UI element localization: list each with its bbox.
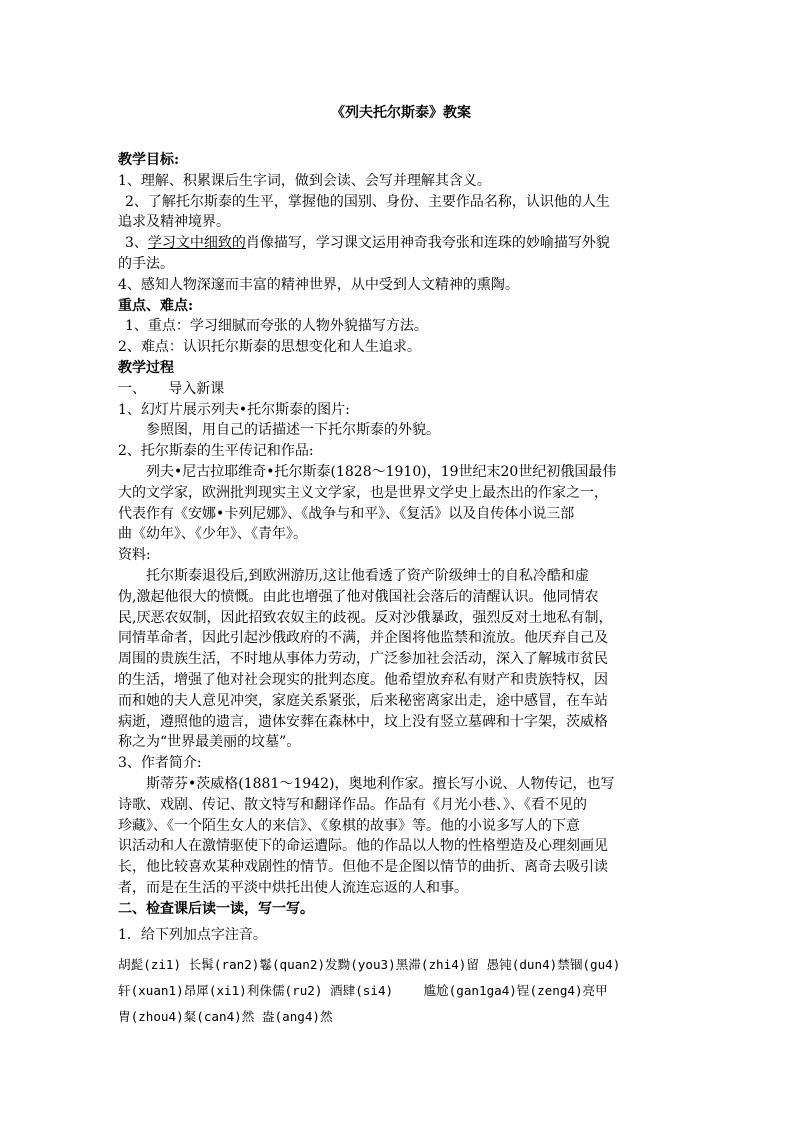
objective-item-1: 1、理解、积累课后生字词，做到会读、会写并理解其含义。 [118, 172, 491, 189]
material-label: 资料: [118, 547, 151, 564]
section-1-heading: 一、 导入新课 [118, 380, 225, 397]
process-heading: 教学过程 [118, 359, 174, 376]
objective-item-4: 4、感知人物深邃而丰富的精神世界，从中受到人文精神的熏陶。 [118, 276, 519, 293]
section-2-heading: 二、检查课后读一读，写一写。 [118, 900, 314, 917]
pinyin-line: 胄(zhou4)粲(can4)然 盎(ang4)然 [118, 1009, 333, 1025]
material-line: 伪,激起他很大的愤慨。由此也增强了他对俄国社会落后的清醒认识。他同情农 [118, 588, 599, 605]
step-1: 1、幻灯片展示列夫•托尔斯泰的图片: [118, 401, 350, 418]
material-line: 同情革命者，因此引起沙俄政府的不满，并企图将他监禁和流放。他厌弃自己及 [118, 630, 608, 647]
material-line: 称之为“世界最美丽的坟墓”。 [118, 734, 301, 751]
objective-item-3-cont: 的手法。 [118, 255, 174, 272]
step-2: 2、托尔斯泰的生平传记和作品: [118, 443, 314, 460]
step-1-detail: 参照图，用自己的话描述一下托尔斯泰的外貌。 [146, 422, 440, 439]
objective-item-3-rest: 肖像描写，学习课文运用神奇我夸张和连珠的妙喻描写外貌 [245, 235, 610, 252]
author-line: 识活动和人在激情驱使下的命运遭际。他的作品以人物的性格塑造及心理刻画见 [118, 838, 608, 855]
author-line: 长，他比较喜欢某种戏剧性的情节。但他不是企图以情节的曲折、离奇去吸引读 [118, 859, 608, 876]
page-title: 《列夫托尔斯泰》教案 [331, 105, 471, 121]
key-point-2: 2、难点：认识托尔斯泰的思想变化和人生追求。 [118, 339, 421, 356]
author-line: 斯蒂芬•茨威格(1881～1942)，奥地利作家。擅长写小说、人物传记，也写 [146, 775, 615, 792]
pinyin-line: 轩(xuan1)昂犀(xi1)利侏儒(ru2) 酒肆(si4) 尴尬(gan1ga4)锃(zeng4)亮甲 [118, 983, 608, 999]
key-points-heading: 重点、难点: [118, 297, 194, 314]
objective-item-3 [118, 233, 676, 254]
bio-line: 代表作有《安娜•卡列尼娜》、《战争与和平》、《复活》以及自传体小说三部 [118, 505, 575, 522]
material-line: 民,厌恶农奴制，因此招致农奴主的歧视。反对沙俄暴政，强烈反对土地私有制， [118, 609, 613, 626]
material-line: 的生活，增强了他对社会现实的批判态度。他希望放弃私有财产和贵族特权，因 [118, 671, 608, 688]
material-line: 周围的贵族生活，不时地从事体力劳动，广泛参加社会活动，深入了解城市贫民 [118, 651, 608, 668]
objective-item-2-cont: 追求及精神境界。 [118, 214, 230, 231]
bio-line: 列夫•尼古拉耶维奇•托尔斯泰(1828～1910)，19世纪末20世纪初俄国最伟 [146, 463, 617, 480]
material-line: 托尔斯泰退役后,到欧洲游历,这让他看透了资产阶级绅士的自私冷酷和虚 [146, 567, 589, 584]
material-line: 病逝，遵照他的遗言，遗体安葬在森林中，坟上没有竖立墓碑和十字架，茨威格 [118, 713, 608, 730]
author-line: 珍藏》、《一个陌生女人的来信》、《象棋的故事》等。他的小说多写人的下意 [118, 817, 580, 834]
author-line: 诗歌、戏剧、传记、散文特写和翻译作品。作品有《月光小巷、》、《看不见的 [118, 796, 587, 813]
pinyin-line: 胡髭(zi1) 长髯(ran2)鬈(quan2)发黝(you3)黑滞(zhi4)留 愚钝(dun4)禁锢(gu4) [118, 957, 621, 973]
objectives-heading: 教学目标: [118, 152, 180, 168]
author-line: 者，而是在生活的平淡中烘托出使人流连忘返的人和事。 [118, 879, 468, 896]
step-3: 3、作者简介: [118, 755, 202, 772]
key-point-1: 1、重点：学习细腻而夸张的人物外貌描写方法。 [125, 318, 428, 335]
objective-item-3-underlined: 学习文中细致的 [147, 235, 246, 252]
spacer [118, 124, 676, 150]
exercise-1: 1．给下列加点字注音。 [118, 927, 267, 944]
bio-line: 曲《幼年》、《少年》、《青年》。 [118, 526, 307, 543]
objective-item-3-prefix: 3、 [125, 235, 148, 252]
bio-line: 大的文学家，欧洲批判现实主义文学家，也是世界文学史上最杰出的作家之一， [118, 484, 608, 501]
material-line: 而和她的夫人意见冲突，家庭关系紧张，后来秘密离家出走，途中感冒，在车站 [118, 692, 608, 709]
document-page [118, 103, 676, 1030]
objective-item-2: 2、了解托尔斯泰的生平，掌握他的国别、身份、主要作品名称，认识他的人生 [125, 193, 610, 210]
